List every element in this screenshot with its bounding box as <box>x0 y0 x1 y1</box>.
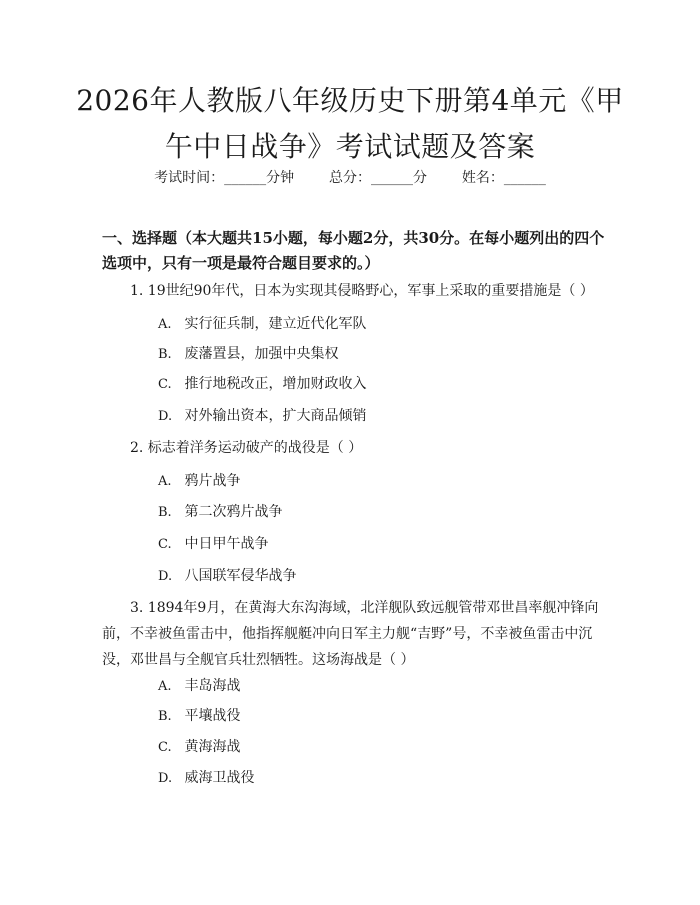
question-2-stem: 2. 标志着洋务运动破产的战役是（ ） <box>130 440 363 456</box>
question-3-option-d <box>158 767 254 790</box>
option-text: 平壤战役 <box>184 708 241 724</box>
exam-title <box>60 78 640 170</box>
option-text: 鸦片战争 <box>184 473 241 489</box>
option-text: 黄海海战 <box>184 739 241 755</box>
option-letter: C. <box>158 537 172 552</box>
question-1-option-c <box>158 373 366 396</box>
option-text: 威海卫战役 <box>184 770 255 786</box>
question-2-option-d <box>158 565 296 588</box>
question-1-option-a <box>158 313 366 336</box>
question-1-option-d <box>158 405 366 428</box>
option-text: 第二次鸦片战争 <box>184 504 283 520</box>
option-text: 八国联军侵华战争 <box>184 568 297 584</box>
exam-title-line-2: 午中日战争》考试试题及答案 <box>164 130 536 163</box>
exam-info-row <box>0 168 700 188</box>
section-heading: 一、选择题（本大题共15小题，每小题2分，共30分。在每小题列出的四个选项中，只有一项是最符合题目要求的。） <box>102 229 605 272</box>
question-3-option-b <box>158 705 240 728</box>
exam-time-field: 考试时间：______分钟 <box>154 170 295 186</box>
option-text: 实行征兵制，建立近代化军队 <box>184 316 367 332</box>
option-text: 丰岛海战 <box>184 678 241 694</box>
total-score-field: 总分：______分 <box>329 170 427 186</box>
option-letter: B. <box>158 347 172 362</box>
question-1-stem: 1. 19世纪90年代，日本为实现其侵略野心，军事上采取的重要措施是（ ） <box>130 283 594 299</box>
student-name-field: 姓名：______ <box>461 170 546 186</box>
question-1-option-b <box>158 343 338 366</box>
option-letter: C. <box>158 740 172 755</box>
option-letter: C. <box>158 377 172 392</box>
option-letter: D. <box>158 771 173 786</box>
option-letter: A. <box>158 679 172 694</box>
question-3-option-a <box>158 675 240 698</box>
option-letter: B. <box>158 505 172 520</box>
question-3-stem: 3. 1894年9月，在黄海大东沟海域，北洋舰队致远舰管带邓世昌率舰冲锋向前，不幸被鱼雷击中，他指挥舰艇冲向日军主力舰“吉野”号，不幸被鱼雷击中沉没，邓世昌与全舰官兵壮烈牺牲。这场海战是（ ） <box>102 600 599 668</box>
option-letter: A. <box>158 474 172 489</box>
exam-title-line-1: 2026年人教版八年级历史下册第4单元《甲 <box>76 84 624 117</box>
question-2-option-b <box>158 501 282 524</box>
question-2-option-c <box>158 533 268 556</box>
question-2-option-a <box>158 470 240 493</box>
option-text: 推行地税改正，增加财政收入 <box>184 376 367 392</box>
option-text: 中日甲午战争 <box>184 536 269 552</box>
question-3-option-c <box>158 736 240 759</box>
option-letter: B. <box>158 709 172 724</box>
option-letter: A. <box>158 317 172 332</box>
option-letter: D. <box>158 409 173 424</box>
option-letter: D. <box>158 569 173 584</box>
option-text: 对外输出资本，扩大商品倾销 <box>184 408 367 424</box>
option-text: 废藩置县，加强中央集权 <box>184 346 339 362</box>
